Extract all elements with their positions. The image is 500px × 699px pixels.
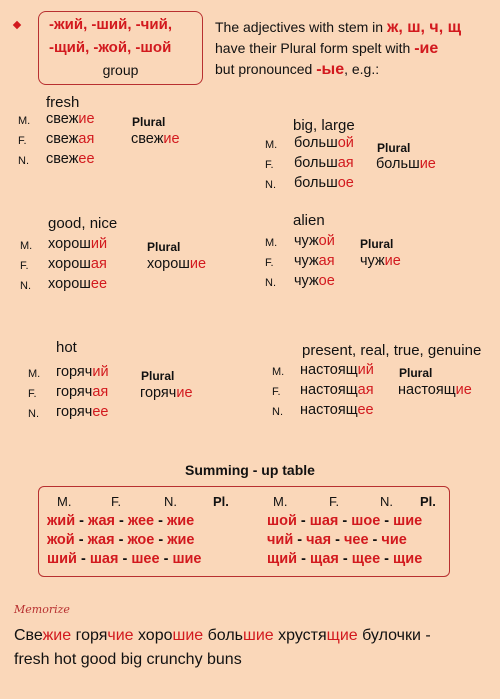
word-plural: свежие <box>131 131 180 147</box>
memorize-line-2: fresh hot good big crunchy buns <box>14 651 242 668</box>
group-heading: fresh <box>46 94 80 111</box>
intro-text <box>215 17 461 80</box>
label-f: F. <box>265 257 274 269</box>
plural-label: Plural <box>360 237 394 251</box>
label-n: N. <box>272 406 283 418</box>
summary-row: щий - щая - щее - щие <box>267 551 423 567</box>
intro-line-2: have their Plural form spelt with -ие <box>215 40 439 57</box>
summary-header: Pl. <box>213 494 229 509</box>
word-plural: хорошие <box>147 256 207 272</box>
word-m: большой <box>294 135 354 151</box>
bullet-icon <box>13 21 21 29</box>
summary-row: жой - жая - жое - жие <box>47 532 195 548</box>
word-plural: чужие <box>360 253 401 269</box>
word-plural: настоящие <box>398 382 472 398</box>
word-f: горячая <box>56 384 109 400</box>
group-heading: present, real, true, genuine <box>302 342 482 359</box>
label-f: F. <box>265 159 274 171</box>
word-m: настоящий <box>300 362 374 378</box>
summary-row: чий - чая - чее - чие <box>267 532 407 548</box>
word-plural: горячие <box>140 385 193 401</box>
word-n: свежее <box>46 151 95 167</box>
label-n: N. <box>265 277 276 289</box>
word-n: чужое <box>294 273 335 289</box>
word-plural: большие <box>376 156 436 172</box>
group-heading: alien <box>293 212 325 229</box>
label-f: F. <box>28 388 37 400</box>
summary-row: ший - шая - шее - шие <box>47 551 202 567</box>
intro-line-1: The adjectives with stem in ж, ш, ч, щ <box>215 19 462 36</box>
plural-label: Plural <box>377 141 411 155</box>
label-n: N. <box>18 155 29 167</box>
label-n: N. <box>28 408 39 420</box>
word-m: чужой <box>294 233 335 249</box>
label-m: M. <box>272 366 285 378</box>
word-f: большая <box>294 155 354 171</box>
word-m: хороший <box>48 236 108 252</box>
word-f: чужая <box>294 253 335 269</box>
summary-row: жий - жая - жее - жие <box>47 513 195 529</box>
group-heading: hot <box>56 339 77 356</box>
plural-label: Plural <box>147 240 181 254</box>
word-f: свежая <box>46 131 95 147</box>
endings-box <box>38 11 203 85</box>
summary-header: N. <box>164 494 177 509</box>
label-f: F. <box>20 260 29 272</box>
label-n: N. <box>20 280 31 292</box>
summary-header: F. <box>111 494 122 509</box>
summary-header: Pl. <box>420 494 436 509</box>
word-n: большое <box>294 175 354 191</box>
summary-title: Summing - up table <box>185 462 315 478</box>
word-m: свежие <box>46 111 95 127</box>
word-n: настоящее <box>300 402 374 418</box>
endings-group-label: group <box>102 62 139 78</box>
label-m: M. <box>265 139 278 151</box>
summary-header: F. <box>329 494 340 509</box>
word-f: хорошая <box>48 256 107 272</box>
memorize-line-1: Свежие горячие хорошие большие хрустящие булочки - <box>14 627 431 644</box>
label-f: F. <box>272 386 281 398</box>
plural-label: Plural <box>141 369 175 383</box>
plural-label: Plural <box>132 115 166 129</box>
word-m: горячий <box>56 364 109 380</box>
group-heading: good, nice <box>48 215 118 232</box>
memorize-label: Memorize <box>14 603 70 616</box>
word-n: хорошее <box>48 276 108 292</box>
summary-header: N. <box>380 494 393 509</box>
summary-row: шой - шая - шое - шие <box>267 513 423 529</box>
endings-line-2: -щий, -жой, -шой <box>49 39 172 56</box>
label-n: N. <box>265 179 276 191</box>
label-m: M. <box>265 237 278 249</box>
group-heading: big, large <box>293 117 355 134</box>
label-f: F. <box>18 135 27 147</box>
label-m: M. <box>18 115 31 127</box>
summary-header: M. <box>57 494 72 509</box>
label-m: M. <box>20 240 33 252</box>
intro-line-3: but pronounced -ые, e.g.: <box>215 61 380 78</box>
label-m: M. <box>28 368 41 380</box>
word-f: настоящая <box>300 382 374 398</box>
plural-label: Plural <box>399 366 433 380</box>
endings-line-1: -жий, -ший, -чий, <box>49 16 172 33</box>
word-n: горячее <box>56 404 109 420</box>
summary-header: M. <box>273 494 288 509</box>
